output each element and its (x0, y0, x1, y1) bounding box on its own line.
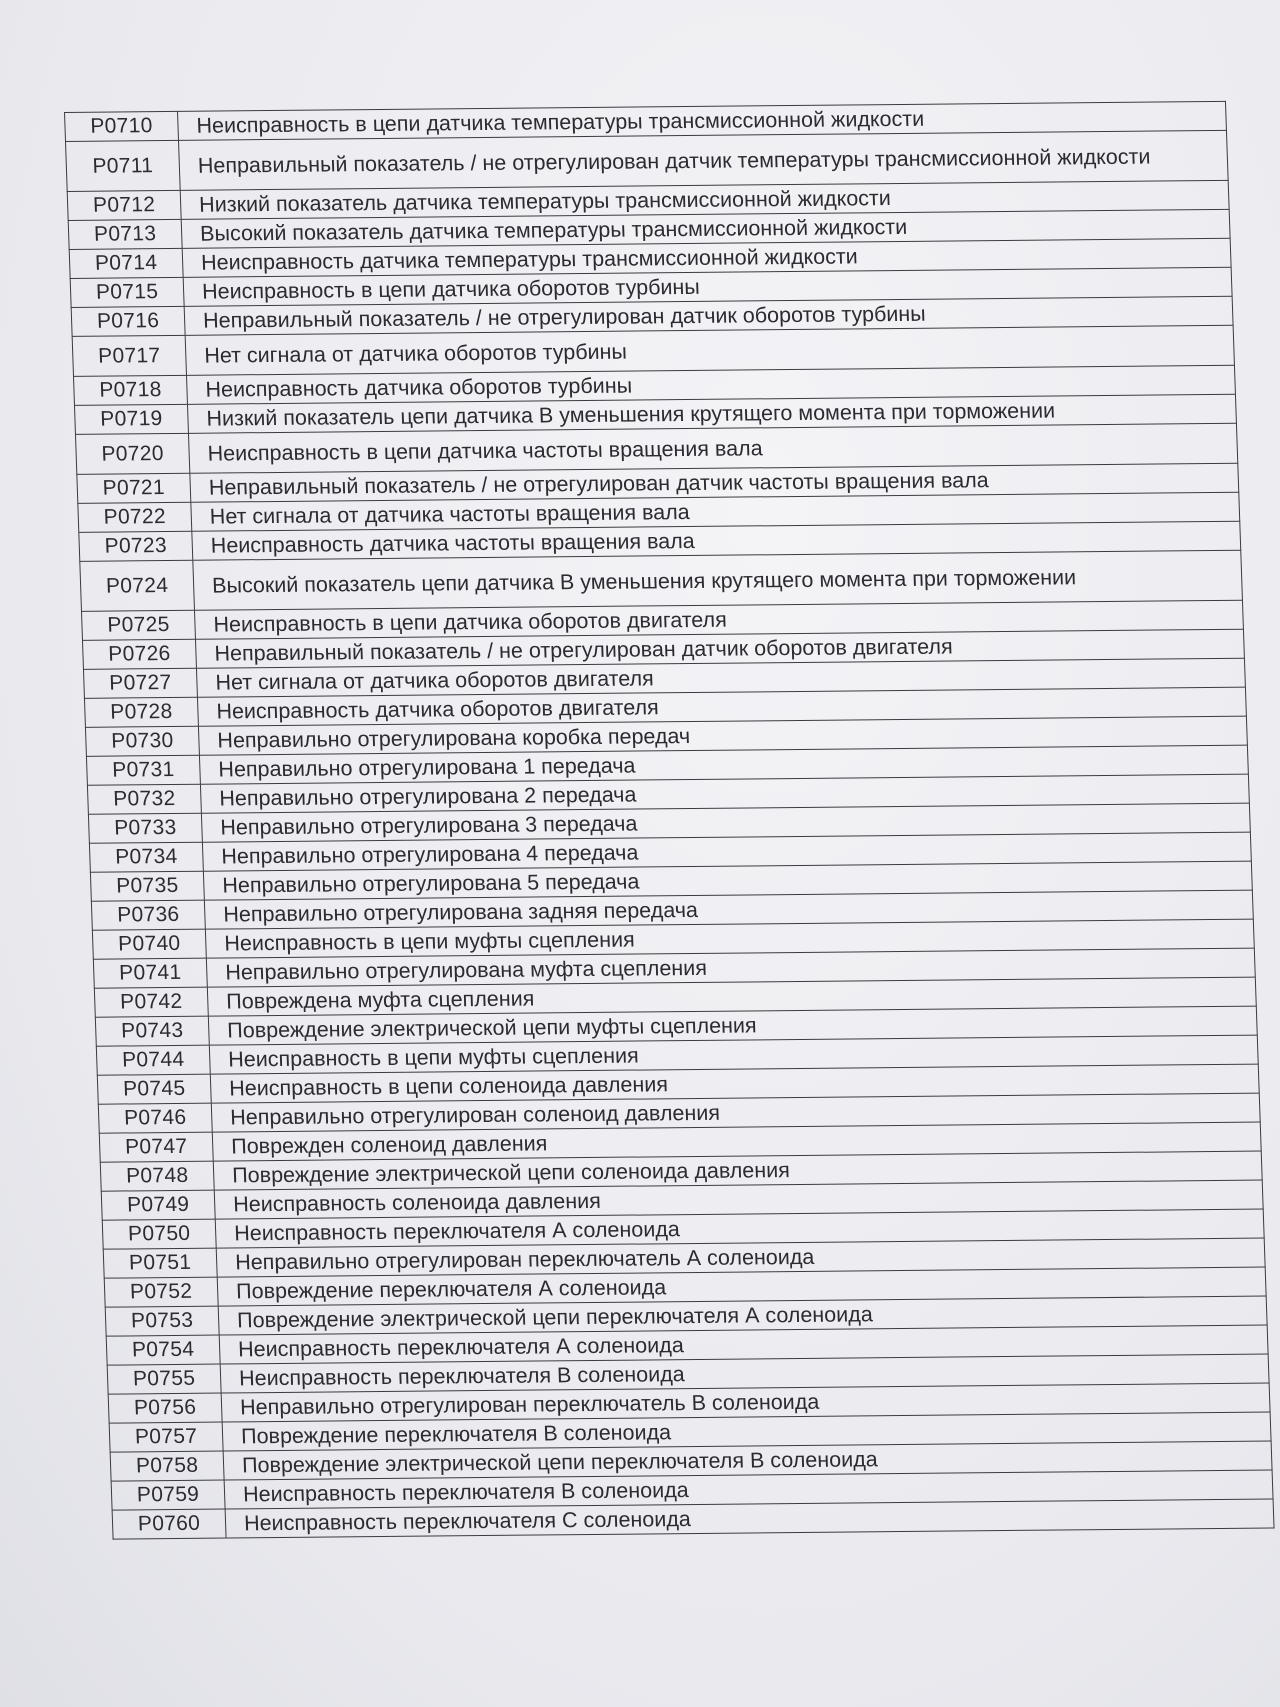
error-code-cell: P0744 (96, 1045, 210, 1075)
error-description-cell: Неисправность в цепи муфты сцепления (205, 919, 1254, 958)
error-code-cell: P0751 (103, 1248, 217, 1278)
error-code-cell: P0731 (86, 755, 200, 785)
error-description-cell: Неисправность в цепи датчика температуры трансмиссионной жидкости (178, 101, 1227, 140)
error-code-cell: P0733 (88, 813, 202, 843)
error-description-cell: Неисправность в цепи датчика частоты вращения вала (188, 423, 1237, 473)
error-code-cell: P0725 (82, 610, 196, 640)
error-code-cell: P0719 (74, 404, 188, 434)
error-description-cell: Неисправность переключателя В соленоида (224, 1470, 1273, 1509)
error-code-cell: P0750 (102, 1219, 216, 1249)
error-description-cell: Повреждение переключателя В соленоида (222, 1412, 1271, 1451)
error-description-cell: Неправильно отрегулирована 4 передача (202, 832, 1251, 871)
error-code-cell: P0752 (104, 1277, 218, 1307)
error-description-cell: Неисправность в цепи муфты сцепления (209, 1035, 1258, 1074)
error-description-cell: Повреждение переключателя А соленоида (217, 1267, 1266, 1306)
error-code-cell: P0741 (93, 958, 207, 988)
error-code-cell: P0734 (89, 842, 203, 872)
error-code-cell: P0759 (111, 1480, 225, 1510)
error-code-cell: P0760 (112, 1509, 226, 1539)
error-code-cell: P0724 (80, 560, 195, 611)
error-description-cell: Нет сигнала от датчика оборотов двигателя (196, 658, 1245, 697)
error-code-cell: P0758 (110, 1451, 224, 1481)
error-description-cell: Неисправность переключателя В соленоида (220, 1354, 1269, 1393)
error-code-cell: P0736 (91, 900, 205, 930)
error-code-cell: P0730 (85, 726, 199, 756)
error-description-cell: Низкий показатель цепи датчика В уменьшения крутящего момента при торможении (187, 394, 1236, 433)
error-description-cell: Высокий показатель цепи датчика В уменьшения крутящего момента при торможении (193, 550, 1243, 610)
error-code-rows (65, 101, 1275, 1539)
error-code-cell: P0755 (107, 1364, 221, 1394)
error-description-cell: Неправильно отрегулирован переключатель В соленоида (221, 1383, 1270, 1422)
error-code-cell: P0727 (83, 668, 197, 698)
error-description-cell: Нет сигнала от датчика частоты вращения вала (191, 492, 1240, 531)
error-code-cell: P0715 (70, 277, 184, 307)
error-code-cell: P0720 (75, 433, 189, 474)
error-description-cell: Неисправность переключателя А соленоида (219, 1325, 1268, 1364)
error-code-cell: P0717 (72, 335, 186, 376)
error-code-cell: P0723 (79, 531, 193, 561)
error-description-cell: Неправильно отрегулирована 5 передача (203, 861, 1252, 900)
error-description-cell: Повреждение электрической цепи муфты сцепления (208, 1006, 1257, 1045)
error-description-cell: Неисправность в цепи датчика оборотов турбины (183, 267, 1232, 306)
error-description-cell: Неисправность в цепи датчика оборотов двигателя (194, 600, 1243, 639)
error-description-cell: Низкий показатель датчика температуры трансмиссионной жидкости (180, 180, 1229, 219)
error-description-cell: Неисправность датчика температуры трансмиссионной жидкости (182, 238, 1231, 277)
error-code-cell: P0710 (65, 111, 179, 141)
error-code-cell: P0721 (77, 473, 191, 503)
error-description-cell: Неправильно отрегулирована 2 передача (200, 774, 1249, 813)
error-code-cell: P0726 (82, 639, 196, 669)
error-description-cell: Неисправность датчика частоты вращения вала (192, 521, 1241, 560)
error-description-cell: Неисправность датчика оборотов турбины (186, 365, 1235, 404)
error-description-cell: Повреждена муфта сцепления (207, 977, 1256, 1016)
error-code-cell: P0740 (92, 929, 206, 959)
error-description-cell: Неправильный показатель / не отрегулирован датчик температуры трансмиссионной жидкости (178, 130, 1228, 190)
error-description-cell: Неправильный показатель / не отрегулирован датчик частоты вращения вала (190, 463, 1239, 502)
error-code-cell: P0712 (67, 190, 181, 220)
error-code-cell: P0742 (94, 987, 208, 1017)
error-code-cell: P0746 (98, 1103, 212, 1133)
error-description-cell: Повреждение электрической цепи переключателя А соленоида (218, 1296, 1267, 1335)
error-description-cell: Неправильно отрегулирован переключатель А соленоида (216, 1238, 1265, 1277)
error-description-cell: Неисправность переключателя А соленоида (215, 1209, 1264, 1248)
error-description-cell: Повреждение электрической цепи переключателя В соленоида (223, 1441, 1272, 1480)
error-code-cell: P0743 (95, 1016, 209, 1046)
error-code-cell: P0716 (71, 306, 185, 336)
error-description-cell: Неисправность датчика оборотов двигателя (197, 687, 1246, 726)
error-description-cell: Неправильно отрегулирована муфта сцепления (206, 948, 1255, 987)
error-code-cell: P0757 (109, 1422, 223, 1452)
error-code-cell: P0722 (78, 502, 192, 532)
error-code-cell: P0747 (99, 1132, 213, 1162)
error-description-cell: Неправильный показатель / не отрегулирован датчик оборотов турбины (184, 296, 1233, 335)
error-description-cell: Повреждение электрической цепи соленоида давления (213, 1151, 1262, 1190)
error-code-cell: P0745 (97, 1074, 211, 1104)
error-code-cell: P0718 (74, 375, 188, 405)
error-code-cell: P0754 (106, 1335, 220, 1365)
error-description-cell: Нет сигнала от датчика оборотов турбины (185, 325, 1234, 375)
error-description-cell: Неправильно отрегулирована 3 передача (201, 803, 1250, 842)
error-description-cell: Неправильно отрегулирована задняя передача (204, 890, 1253, 929)
error-description-cell: Неправильный показатель / не отрегулирован датчик оборотов двигателя (195, 629, 1244, 668)
error-description-cell: Неправильно отрегулирован соленоид давления (211, 1093, 1260, 1132)
error-code-cell: P0711 (66, 140, 181, 191)
error-code-cell: P0735 (90, 871, 204, 901)
error-description-cell: Высокий показатель датчика температуры трансмиссионной жидкости (181, 209, 1230, 248)
error-description-cell: Неправильно отрегулирована 1 передача (199, 745, 1248, 784)
error-code-cell: P0713 (68, 219, 182, 249)
printed-sheet (64, 101, 1275, 1540)
error-description-cell: Неисправность в цепи соленоида давления (210, 1064, 1259, 1103)
error-code-cell: P0749 (101, 1190, 215, 1220)
error-description-cell: Неправильно отрегулирована коробка передач (198, 716, 1247, 755)
error-code-cell: P0748 (100, 1161, 214, 1191)
error-code-cell: P0753 (105, 1306, 219, 1336)
error-description-cell: Поврежден соленоид давления (212, 1122, 1261, 1161)
error-code-table (64, 101, 1275, 1540)
error-description-cell: Неисправность переключателя С соленоида (225, 1499, 1274, 1538)
error-code-cell: P0714 (69, 248, 183, 278)
error-code-cell: P0732 (87, 784, 201, 814)
error-code-cell: P0756 (108, 1393, 222, 1423)
error-code-cell: P0728 (84, 697, 198, 727)
error-description-cell: Неисправность соленоида давления (214, 1180, 1263, 1219)
